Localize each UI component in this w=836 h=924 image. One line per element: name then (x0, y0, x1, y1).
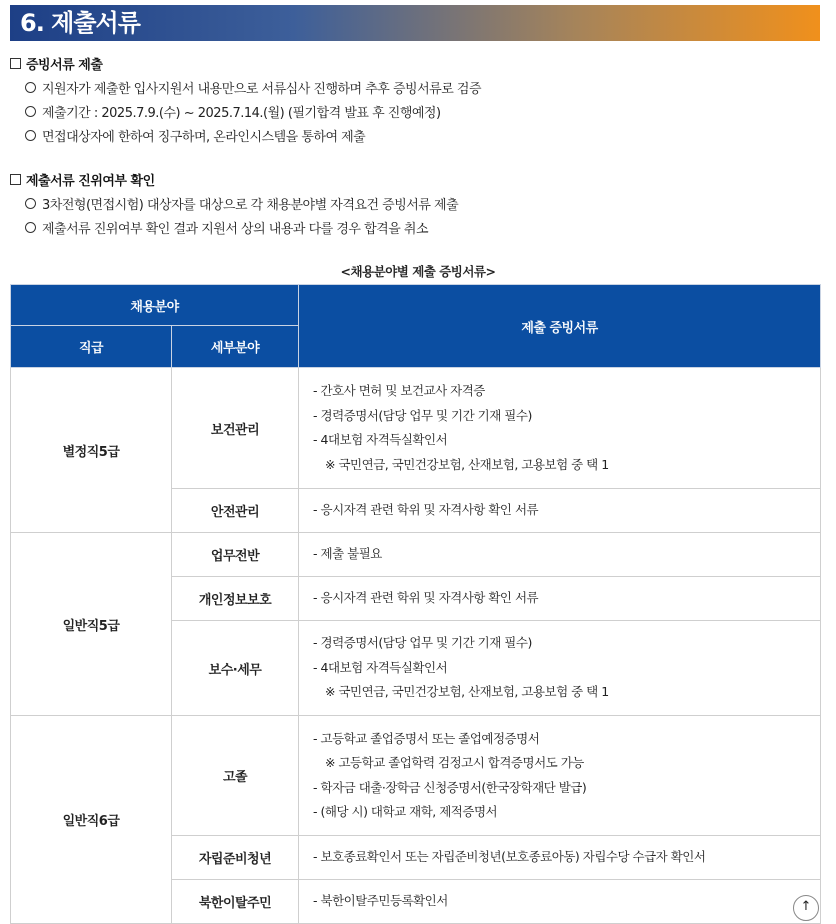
doc-note: ※ 국민연금, 국민건강보험, 산재보험, 고용보험 중 택 1 (325, 456, 609, 472)
circle-bullet-icon (25, 222, 36, 233)
docs-cell (299, 716, 821, 836)
doc-line: - 제출 불필요 (313, 546, 382, 562)
rank-cell: 일반직5급 (11, 533, 172, 716)
circle-bullet-icon (25, 106, 36, 117)
list-item-text: 면접대상자에 한하여 징구하며, 온라인시스템을 통하여 제출 (42, 130, 366, 145)
docs-cell (299, 836, 821, 880)
section-banner (10, 5, 820, 41)
table-caption: <채용분야별 제출 증빙서류> (340, 264, 496, 279)
doc-line: - 응시자격 관련 학위 및 자격사항 확인 서류 (313, 590, 539, 606)
header-field: 세부분야 (172, 326, 299, 368)
docs-cell (299, 621, 821, 716)
docs-cell (299, 489, 821, 533)
documents-table (10, 284, 821, 924)
header-docs: 제출 증빙서류 (299, 285, 821, 368)
field-cell: 고졸 (172, 716, 299, 836)
square-bullet-icon (10, 174, 21, 185)
field-cell: 보수·세무 (172, 621, 299, 716)
section-heading-text: 증빙서류 제출 (26, 58, 103, 73)
section-heading-documents (10, 54, 102, 73)
list-item (25, 126, 365, 145)
doc-line: - 경력증명서(담당 업무 및 기간 기재 필수) (313, 635, 532, 651)
doc-line: - 보호종료확인서 또는 자립준비청년(보호종료아동) 자립수당 수급자 확인서 (313, 849, 706, 865)
circle-bullet-icon (25, 198, 36, 209)
square-bullet-icon (10, 58, 21, 69)
section-heading-text: 제출서류 진위여부 확인 (26, 174, 155, 189)
doc-line: - 4대보험 자격득실확인서 (313, 432, 448, 447)
list-item (25, 194, 458, 213)
doc-line: - 학자금 대출·장학금 신청증명서(한국장학재단 발급) (313, 779, 587, 795)
field-cell: 업무전반 (172, 533, 299, 577)
docs-cell (299, 533, 821, 577)
doc-line: - 북한이탈주민등록확인서 (313, 893, 448, 909)
doc-note: ※ 고등학교 졸업학력 검정고시 합격증명서도 가능 (325, 755, 584, 770)
rank-cell: 별정직5급 (11, 368, 172, 533)
doc-line: - 4대보험 자격득실확인서 (313, 659, 448, 675)
scroll-top-button[interactable] (793, 895, 819, 921)
list-item-text: 제출서류 진위여부 확인 결과 지원서 상의 내용과 다를 경우 합격을 취소 (42, 222, 429, 237)
list-item-text: 3차전형(면접시험) 대상자를 대상으로 각 채용분야별 자격요건 증빙서류 제출 (42, 198, 459, 213)
docs-cell (299, 880, 821, 924)
field-cell: 보건관리 (172, 368, 299, 489)
list-item (25, 102, 441, 121)
docs-cell (299, 577, 821, 621)
table-row (11, 716, 821, 836)
table-row (11, 368, 821, 489)
list-item (25, 218, 428, 237)
page-title: 6. 제출서류 (20, 9, 140, 37)
header-rank: 직급 (11, 326, 172, 368)
field-cell: 안전관리 (172, 489, 299, 533)
doc-line: - (해당 시) 대학교 재학, 제적증명서 (313, 804, 498, 819)
doc-note: ※ 국민연금, 국민건강보험, 산재보험, 고용보험 중 택 1 (325, 684, 609, 700)
doc-line: - 경력증명서(담당 업무 및 기간 기재 필수) (313, 407, 532, 423)
circle-bullet-icon (25, 82, 36, 93)
arrow-up-icon: ↑ (800, 899, 812, 914)
section-heading-verification (10, 170, 155, 189)
doc-line: - 고등학교 졸업증명서 또는 졸업예정증명서 (313, 730, 540, 746)
header-group: 채용분야 (11, 285, 299, 326)
list-item-text: 지원자가 제출한 입사지원서 내용만으로 서류심사 진행하며 추후 증빙서류로 검증 (42, 82, 482, 97)
list-item-text: 제출기간 : 2025.7.9.(수) ~ 2025.7.14.(월) (필기합격 발표 후 진행예정) (42, 106, 441, 121)
circle-bullet-icon (25, 130, 36, 141)
docs-cell (299, 368, 821, 489)
doc-line: - 응시자격 관련 학위 및 자격사항 확인 서류 (313, 502, 539, 518)
field-cell: 북한이탈주민 (172, 880, 299, 924)
doc-line: - 간호사 면허 및 보건교사 자격증 (313, 383, 485, 398)
field-cell: 개인정보보호 (172, 577, 299, 621)
field-cell: 자립준비청년 (172, 836, 299, 880)
rank-cell: 일반직6급 (11, 716, 172, 924)
list-item (25, 78, 481, 97)
table-row (11, 533, 821, 577)
